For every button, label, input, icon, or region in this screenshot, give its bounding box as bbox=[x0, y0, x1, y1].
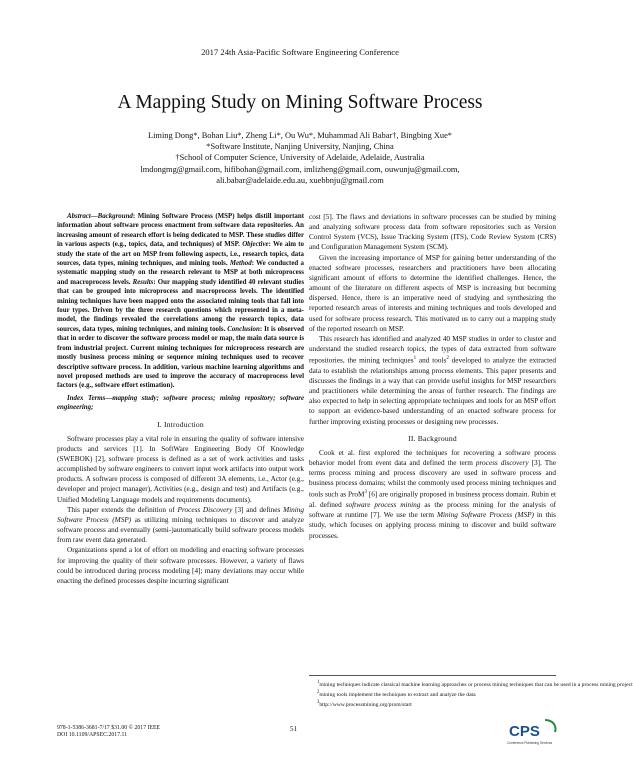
section-heading-introduction: I. Introduction bbox=[157, 419, 204, 429]
author-emails-1: lmdongmg@gmail.com, hifibohan@gmail.com, imlizheng@gmail.com, ouwunju@gmail.com, bbox=[140, 164, 460, 174]
conference-header: 2017 24th Asia-Pacific Software Engineering Conference bbox=[201, 47, 399, 57]
intro-paragraph-3: Organizations spend a lot of effort on modeling and enacting software processes for improving the quality of their software processes. However, a variety of flaws could be introduced during process modeling [4]; many deviations may occur while enacting the defined processes despite incurring significant bbox=[57, 546, 304, 585]
doi-line: DOI 10.1109/APSEC.2017.11 bbox=[57, 732, 128, 739]
page-number: 51 bbox=[290, 725, 297, 733]
left-column bbox=[57, 212, 304, 586]
paper-title: A Mapping Study on Mining Software Process bbox=[117, 92, 483, 113]
index-terms: Index Terms—mapping study; software process; mining repository; software engineering; bbox=[57, 394, 305, 412]
footnotes bbox=[309, 675, 633, 709]
right-column bbox=[309, 212, 556, 541]
isbn-line: 978-1-5386-3681-7/17 $31.00 © 2017 IEEE bbox=[57, 725, 161, 731]
section-heading-background: II. Background bbox=[408, 433, 457, 443]
background-paragraph-1: Cook et al. first explored the techniques for recovering a software process behavior model from event data and defined the term process discovery [3]. The terms process mining and process discovery are used in software process and business process domains; whilst the commonly used process mining techniques and tools such as ProM$^3$ [6] are originally proposed in business process domain. Rubin et al. defined software process mining as the process mining for the analysis of software at runtime [7]. We use the term Mining Software Process (MSP) in this study, which focuses on applying process mining to discover and build software processes. bbox=[309, 448, 557, 540]
logo-text: CPS bbox=[509, 723, 540, 740]
intro-paragraph-2: This paper extends the definition of Process Discovery [3] and defines Mining Software Process (MSP) as utilizing mining techniques to discover and analyze software process and eventually (semi-)automatically build software process models from raw event data generated. bbox=[57, 505, 305, 545]
logo-subtext: Conference Publishing Services bbox=[507, 741, 553, 745]
copyright-footer bbox=[57, 725, 160, 740]
author-block bbox=[0, 130, 600, 186]
intro-paragraph-1: Software processes play a vital role in ensuring the quality of software intensive products and services [1]. In SoftWare Engineering Body Of Knowledge (SWEBOK) [2], software process is defined as a set of work activities and tasks accomplished by software engineers to convert input work artifacts into output work products. A software process is composed of different 3A elements, i.e., Actor (e.g., developer and project manager), Activities (e.g., design and test) and Artifacts (e.g., Unified Modeling Language models and requirements documents). bbox=[57, 434, 304, 504]
author-emails-2: ali.babar@adelaide.edu.au, xuebbnju@gmail.com bbox=[216, 175, 384, 185]
footnote-3: $^3$http://www.processmining.org/prom/start bbox=[317, 700, 412, 708]
cps-logo bbox=[501, 716, 559, 748]
footnote-1: $^1$mining techniques indicate classical machine learning approaches or process mining techniques that can be used in a process mining project bbox=[317, 680, 633, 688]
footnote-2: $^2$mining tools implement the techniques to extract and analyze the data bbox=[317, 690, 476, 698]
affiliation-2: †School of Computer Science, University of Adelaide, Adelaide, Australia bbox=[175, 153, 425, 163]
intro-paragraph-5: This research has identified and analyzed 40 MSP studies in order to cluster and understand the studied research topics, the types of data extracted from software repositories, the mining techniques$^1$ and tools$^2$ developed to analyze the extracted data to establish the relationships among process elements. This paper presents and discusses the findings in a way that can provide useful insights for MSP researchers and practitioners while determining the areas of further research. The findings are also expected to help in selecting appropriate techniques and tools for an MSP effort to support an evidence-based understanding of an enacted software process for further improving existing processes or designing new processes. bbox=[309, 334, 556, 426]
logo-swoosh bbox=[545, 720, 556, 732]
intro-paragraph-3-cont: cost [5]. The flaws and deviations in software processes can be studied by mining and analyzing software process data from software repositories such as Version Control System (VCS), Issue Tracking System (ITS), Code Review System (CRS) and Configuration Management System (SCM). bbox=[309, 213, 556, 252]
intro-paragraph-4: Given the increasing importance of MSP for gaining better understanding of the enacted software processes, researchers and practitioners have been allocating significant amount of efforts to determine the identified challenges. Hence, the amount of the literature on different aspects of MSP is increasing but becoming dispersed. Hence, there is an imperative need of studying and synthesizing the reported research areas of interests and mining techniques and tools developed and used for software process research. This motivated us to carry out a mapping study of the reported research on MSP. bbox=[309, 253, 556, 333]
author-names: Liming Dong*, Bohan Liu*, Zheng Li*, Ou Wu*, Muhammad Ali Babar†, Bingbing Xue* bbox=[147, 131, 452, 140]
affiliation-1: *Software Institute, Nanjing University, Nanjing, China bbox=[206, 142, 394, 152]
abstract-lead: Abstract—Background bbox=[67, 213, 133, 220]
abstract: Abstract—Background: Mining Software Process (MSP) helps distill important information about software process enactment from software data repositories. An increasing amount of research effort is being dedicated to MSP. These studies differ in various aspects (e.g., topics, data, and techniques) of MSP. Objective: We aim to study the state of the art on MSP from following aspects, i.e., research topics, data sources, data types, mining techniques, and mining tools. Method: We conducted a systematic mapping study on the research relevant to MSP at both microprocess and macroprocess levels. Results: Our mapping study identified 40 relevant studies that can be grouped into microprocess and macroprocess levels. The identified mining techniques have been mapped onto the associated mining tools that fall into four types. Driven by the three research questions which represented in a meta-model, the findings revealed the correlations among the research topics, data sources, data types, mining techniques, and mining tools. Conclusion: It is observed that in order to discover the software process model or map, the main data source is from industrial project. Current mining techniques for microprocess research are mostly business process mining or sequence mining techniques used to recover descriptive software process. In addition, various machine learning algorithms and novel proposed methods are used to improve the accuracy of macroprocess level factors (e.g., software effort estimation). bbox=[57, 213, 304, 390]
